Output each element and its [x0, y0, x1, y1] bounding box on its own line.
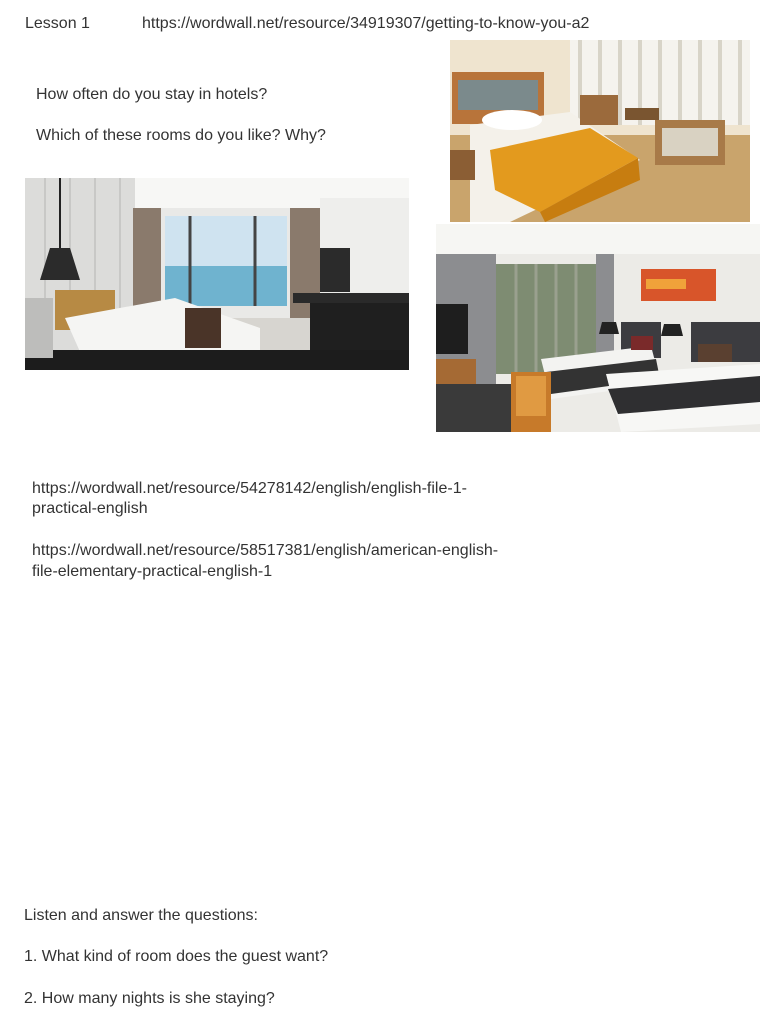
practical-english-link-2-line2[interactable]: file-elementary-practical-english-1 [32, 563, 273, 580]
listening-heading: Listen and answer the questions: [24, 907, 258, 924]
listening-question-1: 1. What kind of room does the guest want? [24, 948, 329, 965]
question-room-preference: Which of these rooms do you like? Why? [36, 127, 326, 144]
listening-question-2: 2. How many nights is she staying? [24, 990, 275, 1007]
practical-english-link-1-line2[interactable]: practical-english [32, 500, 148, 517]
hotel-room-photo-sea-view [25, 178, 409, 370]
lesson-url-link[interactable]: https://wordwall.net/resource/34919307/getting-to-know-you-a2 [142, 15, 590, 32]
practical-english-link-2-line1[interactable]: https://wordwall.net/resource/58517381/english/american-english- [32, 542, 499, 559]
hotel-room-photo-orange-bed [450, 40, 750, 222]
practical-english-link-1-line1[interactable]: https://wordwall.net/resource/54278142/english/english-file-1- [32, 480, 467, 497]
lesson-label: Lesson 1 [25, 15, 90, 32]
hotel-room-photo-twin-beds [436, 224, 760, 432]
question-hotel-frequency: How often do you stay in hotels? [36, 86, 268, 103]
